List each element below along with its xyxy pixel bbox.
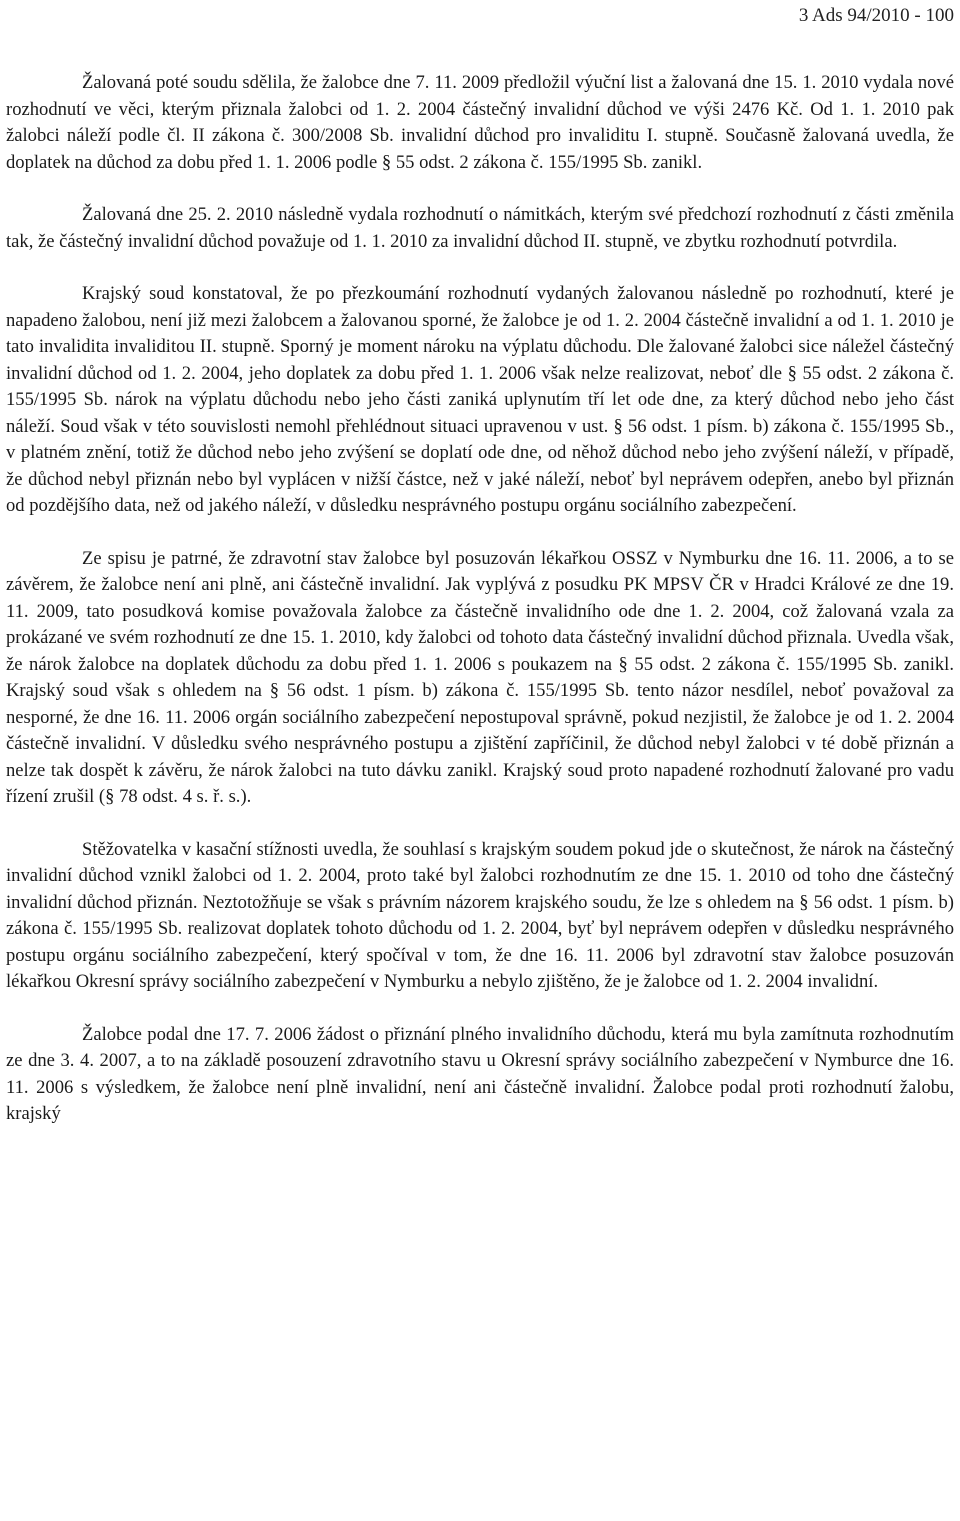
paragraph-3: Krajský soud konstatoval, že po přezkoumání rozhodnutí vydaných žalovanou následně po rozhodnutí, které je napadeno žalobou, není již mezi žalobcem a žalovanou sporné, že žalobce je od 1. 2. 2004 částečně invalidní a od 1. 1. 2010 je tato invalidita invaliditou II. stupně. Sporný je moment nároku na výplatu důchodu. Dle žalované žalobci sice náležel částečný invalidní důchod od 1. 2. 2004, jeho doplatek za dobu před 1. 1. 2006 však nelze realizovat, neboť dle § 55 odst. 2 zákona č. 155/1995 Sb. nárok na výplatu důchodu nebo jeho části zaniká uplynutím tří let ode dne, za který důchod nebo jeho část náleží. Soud však v této souvislosti nemohl přehlédnout situaci upravenou v ust. § 56 odst. 1 písm. b) zákona č. 155/1995 Sb., v platném znění, totiž že důchod nebo jeho zvýšení se doplatí ode dne, od něhož důchod nebo jeho zvýšení náleží, v případě, že důchod nebyl přiznán nebo byl vyplácen v nižší částce, než v jaké náleží, neboť byl neprávem odepřen, anebo byl přiznán od pozdějšího data, než od jakého náleží, v důsledku nesprávného postupu orgánu sociálního zabezpečení. xyxy=(6,283,954,516)
paragraph-5: Stěžovatelka v kasační stížnosti uvedla, že souhlasí s krajským soudem pokud jde o skutečnost, že nárok na částečný invalidní důchod vznikl žalobci od 1. 2. 2004, proto také byl žalobci rozhodnutím ze dne 15. 1. 2010 od toho dne částečný invalidní důchod přiznán. Neztotožňuje se však s právním názorem krajského soudu, že lze s ohledem na § 56 odst. 1 písm. b) zákona č. 155/1995 Sb. realizovat doplatek tohoto důchodu od 1. 2. 2004, byť byl neprávem odepřen v důsledku nesprávného postupu orgánu sociálního zabezpečení, který spočíval v tom, že dne 16. 11. 2006 byl zdravotní stav žalobce posuzován lékařkou Okresní správy sociálního zabezpečení v Nymburku a nebylo zjištěno, že je žalobce od 1. 2. 2004 invalidní. xyxy=(6,838,954,992)
paragraph-6: Žalobce podal dne 17. 7. 2006 žádost o přiznání plného invalidního důchodu, která mu byla zamítnuta rozhodnutím ze dne 3. 4. 2007, a to na základě posouzení zdravotního stavu u Okresní správy sociálního zabezpečení v Nymburce dne 16. 11. 2006 s výsledkem, že žalobce není plně invalidní, není ani částečně invalidní. Žalobce podal proti rozhodnutí žalobu, krajský xyxy=(6,1023,954,1124)
paragraph-2: Žalovaná dne 25. 2. 2010 následně vydala rozhodnutí o námitkách, kterým své předchozí rozhodnutí z části změnila tak, že částečný invalidní důchod považuje od 1. 1. 2010 za invalidní důchod II. stupně, ve zbytku rozhodnutí potvrdila. xyxy=(6,204,954,252)
case-number: 3 Ads 94/2010 - 100 xyxy=(798,5,954,26)
document-body xyxy=(6,70,954,1128)
paragraph-4: Ze spisu je patrné, že zdravotní stav žalobce byl posuzován lékařkou OSSZ v Nymburku dne 16. 11. 2006, a to se závěrem, že žalobce není ani plně, ani částečně invalidní. Jak vyplývá z posudku PK MPSV ČR v Hradci Králové ze dne 19. 11. 2009, tato posudková komise považovala žalobce za částečně invalidního ode dne 1. 2. 2004, což žalovaná vzala za prokázané ve svém rozhodnutí ze dne 15. 1. 2010, kdy žalobci od tohoto data částečný invalidní důchod přiznala. Uvedla však, že nárok žalobce na doplatek důchodu za dobu před 1. 1. 2006 s poukazem na § 55 odst. 2 zákona č. 155/1995 Sb. zanikl. Krajský soud však s ohledem na § 56 odst. 1 písm. b) zákona č. 155/1995 Sb. tento názor nesdílel, neboť považoval za nesporné, že dne 16. 11. 2006 orgán sociálního zabezpečení nepostupoval správně, pokud nezjistil, že žalobce je od 1. 2. 2004 částečně invalidní. V důsledku svého nesprávného postupu a zjištění zapříčinil, že důchod nebyl žalobci v té době přiznán a nelze tak dospět k závěru, že nárok žalobci na tuto dávku zanikl. Krajský soud proto napadené rozhodnutí žalované pro vadu řízení zrušil (§ 78 odst. 4 s. ř. s.). xyxy=(6,547,954,807)
paragraph-1: Žalovaná poté soudu sdělila, že žalobce dne 7. 11. 2009 předložil výuční list a žalovaná dne 15. 1. 2010 vydala nové rozhodnutí ve věci, kterým přiznala žalobci od 1. 2. 2004 částečný invalidní důchod ve výši 2476 Kč. Od 1. 1. 2010 pak žalobci náleží podle čl. II zákona č. 300/2008 Sb. invalidní důchod pro invaliditu I. stupně. Současně žalovaná uvedla, že doplatek na důchod za dobu před 1. 1. 2006 podle § 55 odst. 2 zákona č. 155/1995 Sb. zanikl. xyxy=(6,72,954,173)
